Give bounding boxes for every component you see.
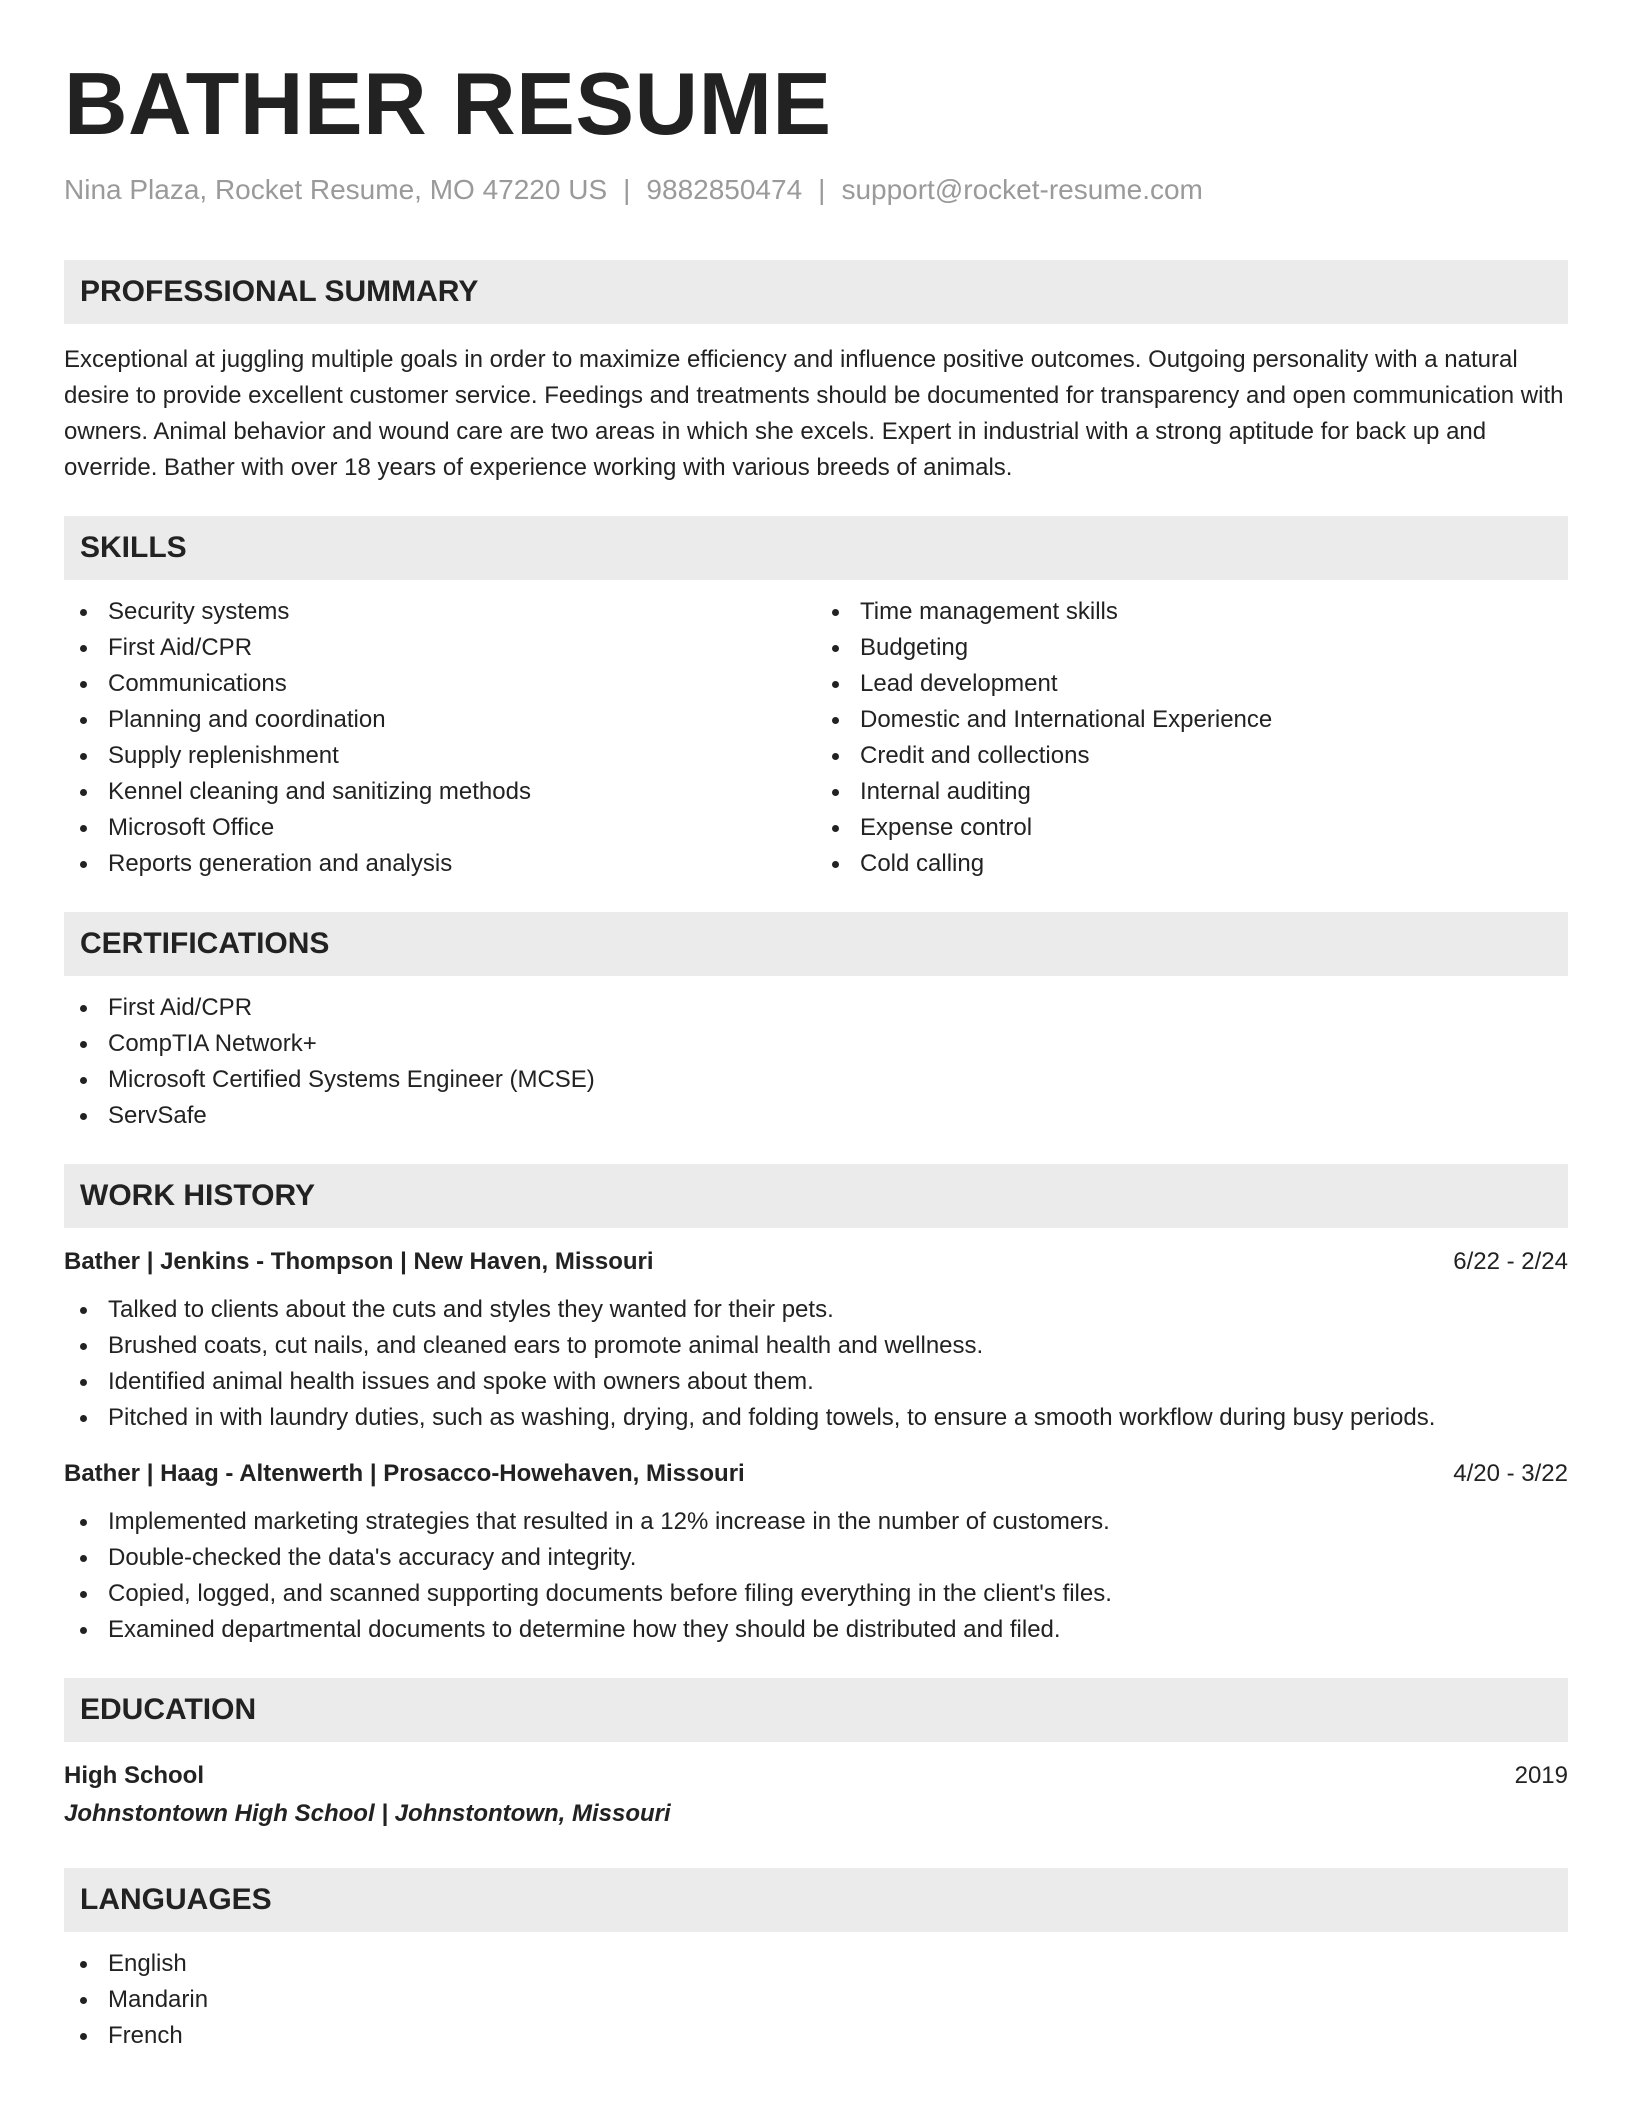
list-item: Expense control — [816, 810, 1568, 846]
job-dates: 6/22 - 2/24 — [1453, 1248, 1568, 1275]
education-degree: High School — [64, 1762, 204, 1789]
list-item: First Aid/CPR — [64, 990, 1568, 1026]
list-item: Lead development — [816, 666, 1568, 702]
list-item: Communications — [64, 666, 816, 702]
section-header-work-history: WORK HISTORY — [64, 1164, 1568, 1228]
job-entry — [64, 1456, 1568, 1648]
job-bullets — [64, 1292, 1568, 1436]
languages-list — [64, 1946, 1568, 2054]
list-item: Copied, logged, and scanned supporting documents before filing everything in the client's files. — [64, 1576, 1568, 1612]
skills-columns — [64, 594, 1568, 882]
list-item: Internal auditing — [816, 774, 1568, 810]
section-header-education: EDUCATION — [64, 1678, 1568, 1742]
job-dates: 4/20 - 3/22 — [1453, 1460, 1568, 1487]
section-header-certifications: CERTIFICATIONS — [64, 912, 1568, 976]
list-item: Time management skills — [816, 594, 1568, 630]
list-item: ServSafe — [64, 1098, 1568, 1134]
list-item: Security systems — [64, 594, 816, 630]
education-year: 2019 — [1514, 1762, 1568, 1789]
list-item: Talked to clients about the cuts and styles they wanted for their pets. — [64, 1292, 1568, 1328]
list-item: Mandarin — [64, 1982, 1568, 2018]
contact-email: support@rocket-resume.com — [841, 174, 1203, 205]
list-item: Examined departmental documents to determine how they should be distributed and filed. — [64, 1612, 1568, 1648]
certifications-list — [64, 990, 1568, 1134]
list-item: Microsoft Office — [64, 810, 816, 846]
list-item: Implemented marketing strategies that resulted in a 12% increase in the number of customers. — [64, 1504, 1568, 1540]
job-heading: Bather | Jenkins - Thompson | New Haven, Missouri — [64, 1248, 654, 1275]
list-item: Supply replenishment — [64, 738, 816, 774]
list-item: Kennel cleaning and sanitizing methods — [64, 774, 816, 810]
resume-title: BATHER RESUME — [64, 54, 832, 153]
list-item: Domestic and International Experience — [816, 702, 1568, 738]
section-header-skills: SKILLS — [64, 516, 1568, 580]
list-item: Microsoft Certified Systems Engineer (MCSE) — [64, 1062, 1568, 1098]
contact-separator: | — [623, 174, 631, 205]
contact-address: Nina Plaza, Rocket Resume, MO 47220 US — [64, 174, 608, 205]
education-school: Johnstontown High School | Johnstontown, Missouri — [64, 1800, 671, 1827]
list-item: Double-checked the data's accuracy and integrity. — [64, 1540, 1568, 1576]
list-item: CompTIA Network+ — [64, 1026, 1568, 1062]
list-item: Pitched in with laundry duties, such as washing, drying, and folding towels, to ensure a smooth workflow during busy periods. — [64, 1400, 1568, 1436]
job-heading: Bather | Haag - Altenwerth | Prosacco-Howehaven, Missouri — [64, 1460, 745, 1487]
skills-list-right — [816, 594, 1568, 882]
list-item: Identified animal health issues and spoke with owners about them. — [64, 1364, 1568, 1400]
list-item: Cold calling — [816, 846, 1568, 882]
summary-text: Exceptional at juggling multiple goals in order to maximize efficiency and influence positive outcomes. Outgoing personality with a natural desire to provide excellent customer service. Feedings and treatments should be documented for transparency and open communication with owners. Animal behavior and wound care are two areas in which she excels. Expert in industrial with a strong aptitude for back up and override. Bather with over 18 years of experience working with various breeds of animals. — [64, 346, 1564, 481]
job-entry — [64, 1244, 1568, 1436]
education-row — [64, 1758, 1568, 1794]
list-item: English — [64, 1946, 1568, 1982]
section-header-languages: LANGUAGES — [64, 1868, 1568, 1932]
section-header-summary: PROFESSIONAL SUMMARY — [64, 260, 1568, 324]
job-heading-row — [64, 1456, 1568, 1492]
list-item: First Aid/CPR — [64, 630, 816, 666]
contact-separator: | — [818, 174, 826, 205]
skills-list-left — [64, 594, 816, 882]
list-item: French — [64, 2018, 1568, 2054]
list-item: Reports generation and analysis — [64, 846, 816, 882]
job-heading-row — [64, 1244, 1568, 1280]
contact-phone: 9882850474 — [646, 174, 803, 205]
list-item: Credit and collections — [816, 738, 1568, 774]
list-item: Planning and coordination — [64, 702, 816, 738]
list-item: Brushed coats, cut nails, and cleaned ears to promote animal health and wellness. — [64, 1328, 1568, 1364]
job-bullets — [64, 1504, 1568, 1648]
contact-line — [64, 172, 1568, 208]
list-item: Budgeting — [816, 630, 1568, 666]
